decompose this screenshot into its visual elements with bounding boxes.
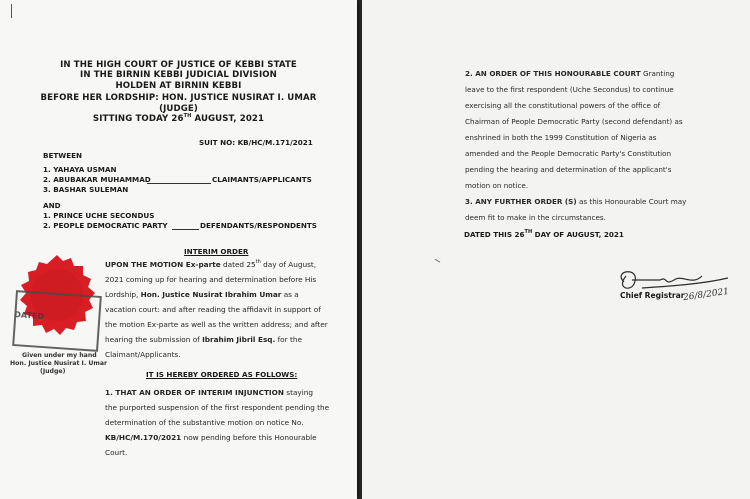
judicial-division: IN THE BIRNIN KEBBI JUDICIAL DIVISION bbox=[80, 70, 277, 80]
sitting-date: SITTING TODAY 26TH AUGUST, 2021 bbox=[92, 113, 265, 124]
order-2-line-1: 2. AN ORDER OF THIS HONOURABLE COURT Granting bbox=[465, 69, 675, 78]
order-2-line-6: amended and the People Democratic Party's Constitution bbox=[465, 149, 672, 158]
motion-line-7: Claimant/Applicants. bbox=[105, 350, 181, 359]
right-document-page bbox=[362, 0, 750, 499]
and-label: AND bbox=[43, 201, 61, 210]
holden-at: HOLDEN AT BIRNIN KEBBI bbox=[115, 81, 242, 91]
judge-label: (JUDGE) bbox=[159, 104, 198, 114]
court-name: IN THE HIGH COURT OF JUSTICE OF KEBBI STATE bbox=[60, 60, 297, 70]
motion-line-1: UPON THE MOTION Ex-parte dated 25th day of August, bbox=[105, 259, 317, 269]
before-lordship: BEFORE HER LORDSHIP: HON. JUSTICE NUSIRAT I. UMAR bbox=[40, 93, 317, 103]
stamp-dated-label: DATED bbox=[14, 310, 45, 322]
motion-line-5: the motion Ex-parte as well as the written address; and after bbox=[105, 320, 328, 329]
motion-line-6: hearing the submission of Ibrahim Jibril Esq. for the bbox=[105, 335, 302, 344]
order-1-line-3: determination of the substantive motion on notice No. bbox=[105, 418, 304, 427]
defendant-2: 2. PEOPLE DEMOCRATIC PARTY bbox=[43, 221, 168, 230]
claimant-3: 3. BASHAR SULEMAN bbox=[43, 185, 129, 194]
dated-this: DATED THIS 26TH DAY OF AUGUST, 2021 bbox=[464, 229, 624, 239]
order-1-line-1: 1. THAT AN ORDER OF INTERIM INJUNCTION staying bbox=[105, 388, 314, 397]
between-label: BETWEEN bbox=[43, 151, 83, 160]
left-document-page bbox=[0, 0, 357, 499]
defendant-1: 1. PRINCE UCHE SECONDUS bbox=[43, 211, 155, 220]
claimants-applicants-label: CLAIMANTS/APPLICANTS bbox=[212, 175, 312, 184]
order-2-line-7: pending the hearing and determination of the applicant's bbox=[465, 165, 672, 174]
order-1-line-2: the purported suspension of the first respondent pending the bbox=[105, 403, 330, 412]
order-3-line-2: deem fit to make in the circumstances. bbox=[465, 213, 606, 222]
defendants-respondents-label: DEFENDANTS/RESPONDENTS bbox=[200, 221, 317, 230]
hereby-ordered-title: IT IS HEREBY ORDERED AS FOLLOWS: bbox=[146, 370, 298, 379]
order-2-line-8: motion on notice. bbox=[465, 181, 529, 190]
motion-line-3: Lordship, Hon. Justice Nusirat Ibrahim Umar as a bbox=[105, 290, 299, 299]
motion-line-4: vacation court: and after reading the affidavit in support of bbox=[105, 305, 321, 314]
defendants-underline bbox=[172, 229, 199, 230]
order-2-line-3: exercising all the constitutional powers of the office of bbox=[465, 101, 661, 110]
interim-order-title: INTERIM ORDER bbox=[184, 247, 249, 256]
page-mark bbox=[11, 4, 12, 18]
signature-date: 26/8/2021 bbox=[682, 286, 730, 304]
stray-mark bbox=[434, 259, 441, 265]
order-3-line-1: 3. ANY FURTHER ORDER (S) as this Honourable Court may bbox=[465, 197, 687, 206]
motion-line-2: 2021 coming up for hearing and determination before His bbox=[105, 275, 317, 284]
claimant-1: 1. YAHAYA USMAN bbox=[43, 165, 117, 174]
stamp-judge-name: Hon. Justice Nusirat I. Umar bbox=[10, 360, 108, 367]
chief-registrar-label: Chief Registrar bbox=[620, 291, 685, 300]
claimants-underline bbox=[147, 183, 211, 184]
given-under-hand: Given under my hand bbox=[22, 352, 97, 359]
order-2-line-2: leave to the first respondent (Uche Secondus) to continue bbox=[465, 85, 674, 94]
order-1-line-4: KB/HC/M.170/2021 now pending before this Honourable bbox=[105, 433, 317, 442]
order-1-line-5: Court. bbox=[105, 448, 128, 457]
claimant-2: 2. ABUBAKAR MUHAMMAD bbox=[43, 175, 151, 184]
stamp-judge-title: (Judge) bbox=[40, 368, 66, 375]
suit-number: SUIT NO: KB/HC/M.171/2021 bbox=[199, 138, 313, 147]
dated-stamp bbox=[12, 290, 102, 352]
order-2-line-4: Chairman of People Democratic Party (second defendant) as bbox=[465, 117, 683, 126]
order-2-line-5: enshrined in both the 1999 Constitution of Nigeria as bbox=[465, 133, 657, 142]
